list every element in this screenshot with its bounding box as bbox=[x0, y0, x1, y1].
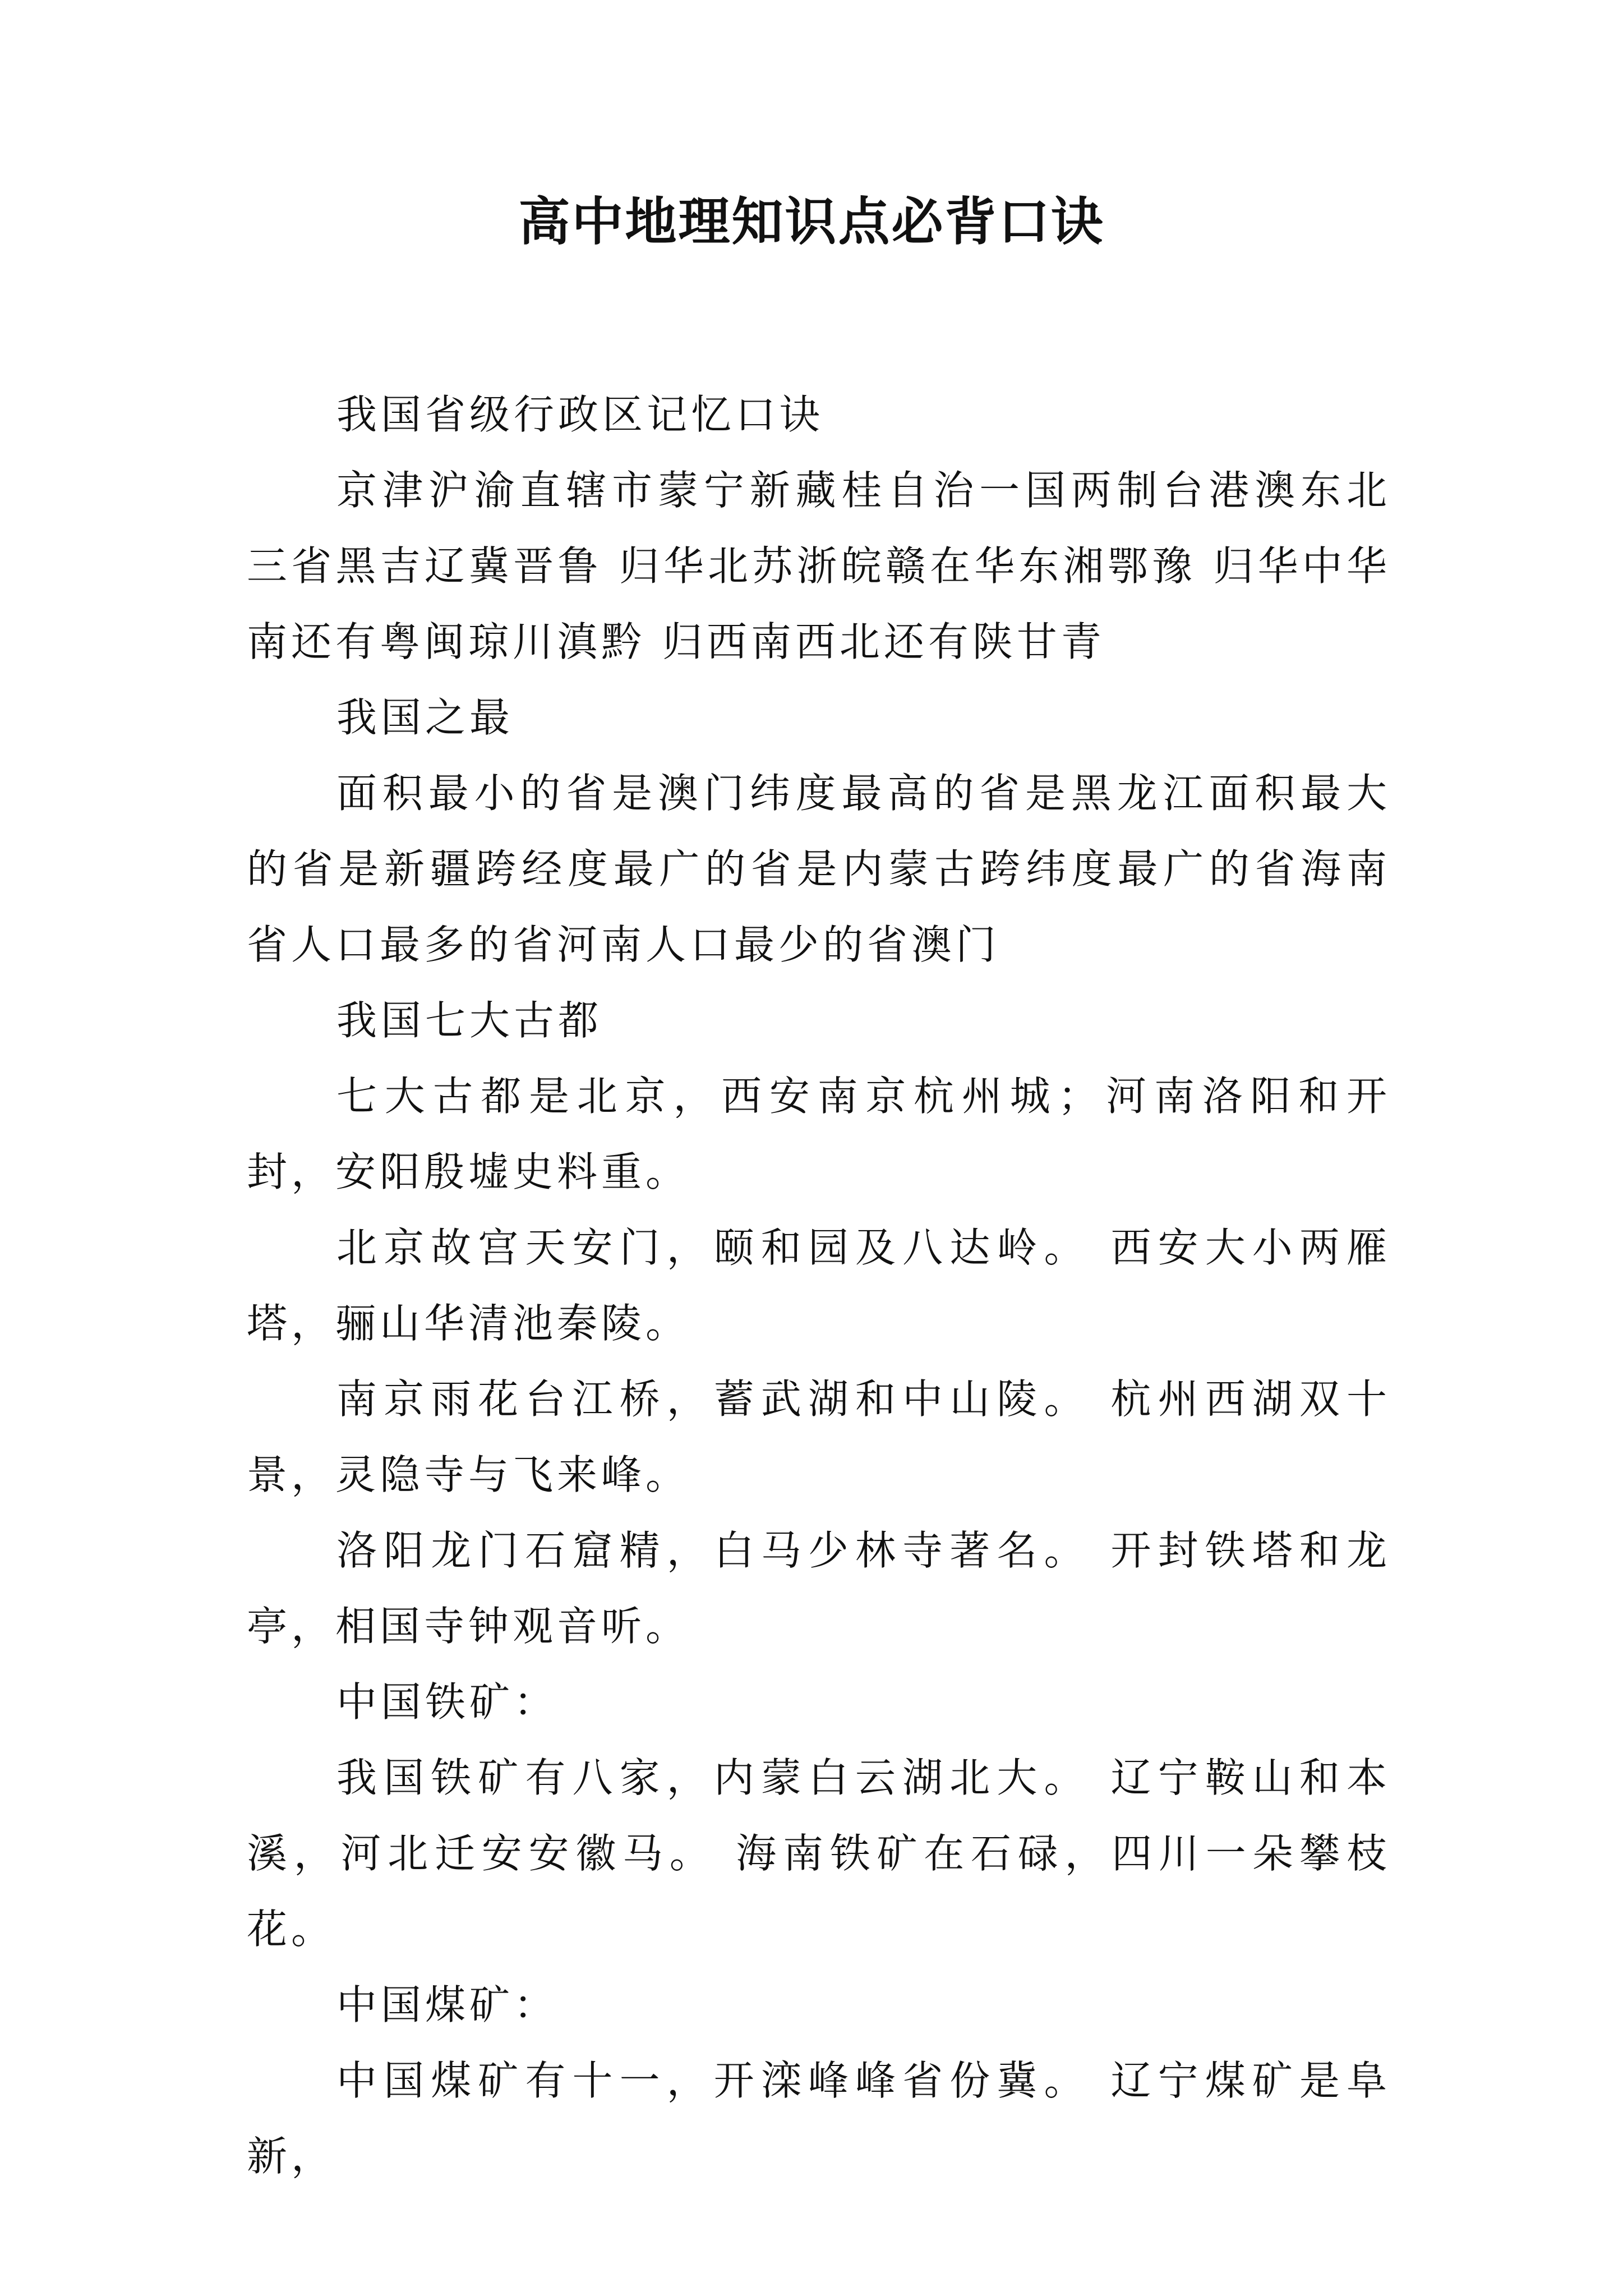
section-heading-iron-ore: 中国铁矿： bbox=[336, 1678, 559, 1726]
document-body bbox=[247, 377, 1391, 2194]
paragraph-iron-ore: 我国铁矿有八家，内蒙白云湖北大。 辽宁鞍山和本溪，河北迁安安徽马。 海南铁矿在石碌，四川一朵攀枝花。 bbox=[247, 1754, 1391, 1953]
document-title: 高中地理知识点必背口诀 bbox=[518, 191, 1105, 252]
section-heading-provinces: 我国省级行政区记忆口诀 bbox=[336, 391, 824, 438]
paragraph-beijing-xian: 北京故宫天安门，颐和园及八达岭。 西安大小两雁塔，骊山华清池秦陵。 bbox=[247, 1224, 1391, 1347]
paragraph-luoyang-kaifeng: 洛阳龙门石窟精，白马少林寺著名。 开封铁塔和龙亭，相国寺钟观音听。 bbox=[247, 1527, 1391, 1650]
section-heading-coal: 中国煤矿： bbox=[336, 1981, 559, 2028]
section-heading-ancient-capitals: 我国七大古都 bbox=[336, 997, 603, 1044]
paragraph-nanjing-hangzhou: 南京雨花台江桥，蓄武湖和中山陵。 杭州西湖双十景，灵隐寺与飞来峰。 bbox=[247, 1375, 1391, 1498]
paragraph-records: 面积最小的省是澳门纬度最高的省是黑龙江面积最大的省是新疆跨经度最广的省是内蒙古跨纬度最广的省海南省人口最多的省河南人口最少的省澳门 bbox=[247, 770, 1391, 968]
paragraph-coal: 中国煤矿有十一，开滦峰峰省份冀。 辽宁煤矿是阜新， bbox=[247, 2057, 1391, 2180]
paragraph-provinces: 京津沪渝直辖市蒙宁新藏桂自治一国两制台港澳东北三省黑吉辽冀晋鲁 归华北苏浙皖赣在华东湘鄂豫 归华中华南还有粤闽琼川滇黔 归西南西北还有陕甘青 bbox=[247, 467, 1391, 665]
paragraph-ancient-capitals: 七大古都是北京，西安南京杭州城；河南洛阳和开封，安阳殷墟史料重。 bbox=[247, 1073, 1391, 1195]
section-heading-records: 我国之最 bbox=[336, 694, 514, 741]
